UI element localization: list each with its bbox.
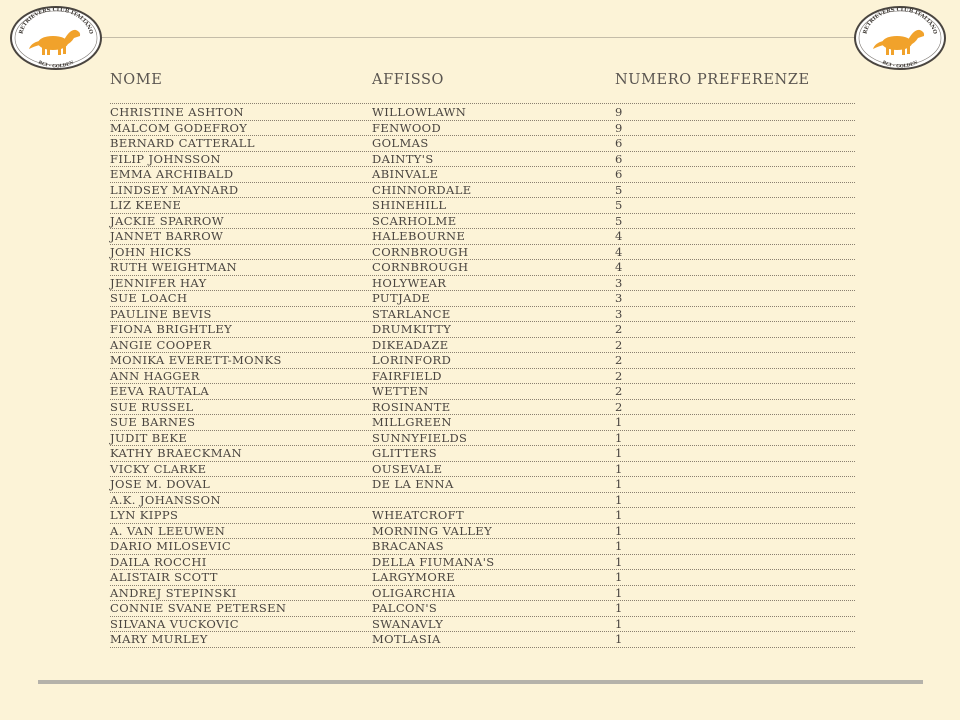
row-name: LYN KIPPS: [110, 508, 179, 522]
logo-bottom-text: RCI - GOLDEN: [881, 60, 919, 70]
table-row: [110, 586, 855, 602]
row-count: 2: [615, 322, 623, 336]
table-row: [110, 291, 855, 307]
row-count: 1: [615, 461, 623, 476]
row-affix: DIKEADAZE: [372, 337, 449, 352]
row-count: 5: [615, 213, 623, 228]
row-affix: FENWOOD: [372, 120, 442, 135]
row-affix: MORNING VALLEY: [372, 523, 493, 538]
top-divider: [100, 37, 860, 38]
row-name: ALISTAIR SCOTT: [110, 570, 218, 584]
row-count: 2: [615, 384, 623, 398]
row-affix: WETTEN: [372, 384, 429, 398]
row-name: FILIP JOHNSSON: [110, 151, 221, 166]
row-name: SUE BARNES: [110, 415, 196, 429]
row-affix: GOLMAS: [372, 136, 429, 150]
table-row: [110, 415, 855, 431]
row-count: 9: [615, 120, 623, 135]
row-name: JANNET BARROW: [110, 229, 224, 243]
row-affix: SWANAVLY: [372, 616, 444, 631]
row-count: 2: [615, 399, 623, 414]
row-affix: DAINTY'S: [372, 151, 434, 166]
row-name: LIZ KEENE: [110, 198, 182, 212]
table-row: [110, 431, 855, 447]
row-affix: SCARHOLME: [372, 213, 457, 228]
row-count: 3: [615, 275, 623, 290]
row-name: ANN HAGGER: [110, 368, 200, 383]
row-affix: PALCON'S: [372, 601, 438, 615]
table-row: [110, 555, 855, 571]
row-affix: DRUMKITTY: [372, 322, 452, 336]
row-name: DARIO MILOSEVIC: [110, 539, 232, 553]
table-row: [110, 493, 855, 509]
row-count: 1: [615, 632, 623, 646]
table-row: [110, 198, 855, 214]
row-count: 1: [615, 492, 623, 507]
logo-bottom-text: RCI - GOLDEN: [37, 60, 75, 70]
row-count: 6: [615, 151, 623, 166]
row-name: DAILA ROCCHI: [110, 554, 207, 569]
table-row: [110, 136, 855, 152]
row-name: SILVANA VUCKOVIC: [110, 616, 239, 631]
row-name: MONIKA EVERETT-MONKS: [110, 353, 282, 367]
table-row: [110, 477, 855, 493]
table-row: [110, 245, 855, 261]
header-name: NOME: [110, 72, 163, 88]
row-name: SUE RUSSEL: [110, 399, 194, 414]
table-row: [110, 214, 855, 230]
row-affix: MILLGREEN: [372, 415, 452, 429]
row-count: 9: [615, 105, 623, 119]
row-name: ANDREJ STEPINSKI: [110, 585, 237, 600]
row-count: 1: [615, 601, 623, 615]
header-count: NUMERO PREFERENZE: [615, 72, 810, 88]
row-affix: OUSEVALE: [372, 461, 443, 476]
row-count: 1: [615, 446, 623, 460]
table-row: [110, 632, 855, 648]
row-name: A. VAN LEEUWEN: [110, 523, 226, 538]
table-row: [110, 384, 855, 400]
row-affix: CORNBROUGH: [372, 244, 469, 259]
row-name: PAULINE BEVIS: [110, 306, 212, 321]
row-affix: BRACANAS: [372, 539, 444, 553]
table-row: [110, 183, 855, 199]
row-count: 5: [615, 198, 623, 212]
table-row: [110, 524, 855, 540]
row-name: CHRISTINE ASHTON: [110, 105, 245, 119]
row-count: 6: [615, 167, 623, 181]
row-name: LINDSEY MAYNARD: [110, 182, 239, 197]
row-name: MARY MURLEY: [110, 632, 208, 646]
table-row: [110, 276, 855, 292]
row-count: 1: [615, 585, 623, 600]
row-affix: WILLOWLAWN: [372, 105, 467, 119]
table-row: [110, 601, 855, 617]
row-name: SUE LOACH: [110, 291, 188, 305]
row-count: 1: [615, 415, 623, 429]
table-row: [110, 369, 855, 385]
table-row: [110, 338, 855, 354]
row-count: 4: [615, 244, 623, 259]
row-affix: DELLA FIUMANA'S: [372, 554, 495, 569]
row-affix: STARLANCE: [372, 306, 451, 321]
table-row: [110, 260, 855, 276]
table-row: [110, 121, 855, 137]
row-count: 1: [615, 523, 623, 538]
club-logo-left: [9, 5, 103, 71]
row-name: JOHN HICKS: [110, 244, 192, 259]
table-row: [110, 152, 855, 168]
club-logo-right: [853, 5, 947, 71]
row-affix: OLIGARCHIA: [372, 585, 456, 600]
row-affix: DE LA ENNA: [372, 477, 454, 491]
row-name: EMMA ARCHIBALD: [110, 167, 234, 181]
header-affix: AFFISSO: [372, 72, 445, 88]
table-row: [110, 446, 855, 462]
row-name: CONNIE SVANE PETERSEN: [110, 601, 287, 615]
row-name: KATHY BRAECKMAN: [110, 446, 243, 460]
row-count: 4: [615, 260, 623, 274]
row-name: EEVA RAUTALA: [110, 384, 210, 398]
row-affix: GLITTERS: [372, 446, 438, 460]
row-count: 1: [615, 616, 623, 631]
row-affix: CORNBROUGH: [372, 260, 469, 274]
table-row: [110, 570, 855, 586]
header-divider: [110, 103, 855, 104]
row-affix: WHEATCROFT: [372, 508, 465, 522]
golden-retriever-icon: [853, 5, 947, 71]
row-name: ANGIE COOPER: [110, 337, 212, 352]
row-count: 2: [615, 353, 623, 367]
row-name: VICKY CLARKE: [110, 461, 207, 476]
row-count: 1: [615, 508, 623, 522]
table-row: [110, 508, 855, 524]
table-row: [110, 353, 855, 369]
table-row: [110, 617, 855, 633]
table-row: [110, 400, 855, 416]
row-name: JENNIFER HAY: [110, 275, 207, 290]
row-affix: PUTJADE: [372, 291, 431, 305]
row-affix: SUNNYFIELDS: [372, 430, 468, 445]
row-count: 3: [615, 306, 623, 321]
row-affix: ABINVALE: [372, 167, 439, 181]
row-affix: HALEBOURNE: [372, 229, 466, 243]
row-affix: FAIRFIELD: [372, 368, 442, 383]
row-name: JUDIT BEKE: [110, 430, 188, 445]
row-count: 1: [615, 539, 623, 553]
row-count: 6: [615, 136, 623, 150]
row-count: 3: [615, 291, 623, 305]
logo-top-text: RETRIEVERS CLUB ITALIANO: [18, 6, 94, 35]
table-row: [110, 229, 855, 245]
row-name: BERNARD CATTERALL: [110, 136, 255, 150]
row-affix: SHINEHILL: [372, 198, 447, 212]
table-row: [110, 167, 855, 183]
row-count: 2: [615, 337, 623, 352]
table-body: [110, 105, 855, 648]
row-name: RUTH WEIGHTMAN: [110, 260, 238, 274]
table-row: [110, 539, 855, 555]
row-name: JOSE M. DOVAL: [110, 477, 211, 491]
row-count: 1: [615, 477, 623, 491]
row-count: 5: [615, 182, 623, 197]
row-affix: LORINFORD: [372, 353, 452, 367]
row-affix: LARGYMORE: [372, 570, 456, 584]
bottom-divider: [38, 680, 923, 684]
row-affix: HOLYWEAR: [372, 275, 447, 290]
table-row: [110, 307, 855, 323]
row-name: A.K. JOHANSSON: [110, 492, 221, 507]
row-name: JACKIE SPARROW: [110, 213, 224, 228]
row-count: 4: [615, 229, 623, 243]
row-name: MALCOM GODEFROY: [110, 120, 248, 135]
logo-top-text: RETRIEVERS CLUB ITALIANO: [862, 6, 938, 35]
row-affix: ROSINANTE: [372, 399, 451, 414]
row-count: 1: [615, 430, 623, 445]
row-count: 1: [615, 554, 623, 569]
table-row: [110, 105, 855, 121]
row-affix: CHINNORDALE: [372, 182, 472, 197]
golden-retriever-icon: [9, 5, 103, 71]
row-count: 2: [615, 368, 623, 383]
table-header: [110, 72, 855, 94]
row-affix: MOTLASIA: [372, 632, 441, 646]
row-name: FIONA BRIGHTLEY: [110, 322, 233, 336]
table-row: [110, 462, 855, 478]
row-count: 1: [615, 570, 623, 584]
table-row: [110, 322, 855, 338]
